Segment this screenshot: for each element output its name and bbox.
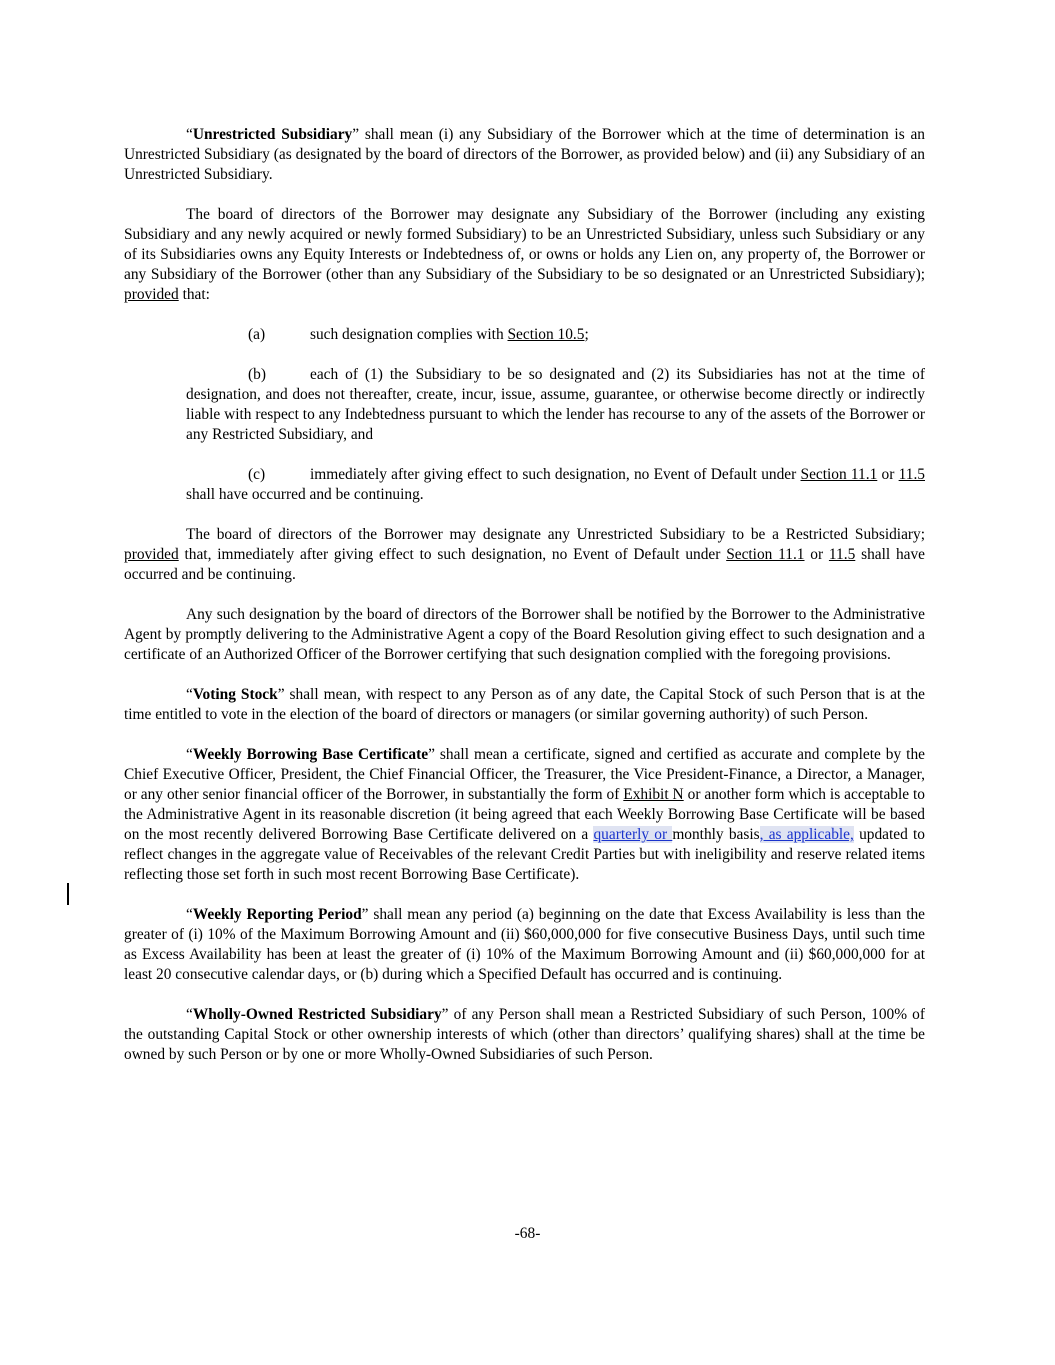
definition-text: ” shall mean (i) any Subsidiary of the Borrower which at the time of determination is an Unrestricted Subsidiary (as designated by the board of directors of the Borrower, as provided below) and (ii) any Subsidiary of an Unrestricted Subsidiary.: [124, 126, 925, 183]
definition-wholly-owned-restricted-subsidiary: [124, 1005, 925, 1065]
definition-weekly-borrowing-base-certificate: “Weekly Borrowing Base Certificate” shall mean a certificate, signed and certified as accurate and complete by the Chief Executive Officer, President, the Chief Financial Officer, the Treasurer, the Vice President-Finance, a Director, a Manager, or any other senior financial officer of the Borrower, in substantially the form of Exhibit N or another form which is acceptable to the Administrative Agent in its reasonable discretion (it being agreed that each Weekly Borrowing Base Certificate will be based on the most recently delivered Borrowing Base Certificate delivered on a quarterly or monthly basis, as applicable, updated to reflect changes in the aggregate value of Receivables of the relevant Credit Parties but with ineligibility and reserve related items reflecting those set forth in such most recent Borrowing Base Certificate).: [124, 746, 926, 883]
defined-term: Unrestricted Subsidiary: [192, 126, 353, 143]
tracked-insertion[interactable]: quarterly or: [593, 826, 673, 843]
list-item-c: (c) immediately after giving effect to such designation, no Event of Default under Section 11.1 or 11.5 shall have occurred and be continuing.: [186, 466, 925, 503]
section-reference: Section 11.1: [726, 546, 805, 563]
item-label: (b): [248, 366, 266, 383]
open-quote: “: [186, 746, 193, 763]
definition-voting-stock: [124, 685, 925, 725]
page-number: -68-: [514, 1225, 541, 1242]
list-item-b: (b) each of (1) the Subsidiary to be so designated and (2) its Subsidiaries has not at the time of designation, and does not thereafter, create, incur, issue, assume, guarantee, or otherwise become directly or indirectly liable with respect to any Indebtedness pursuant to which the lender has recourse to any of the assets of the Borrower or any Restricted Subsidiary, and: [186, 366, 925, 443]
section-reference: 11.5: [828, 546, 856, 563]
item-label: (c): [248, 466, 266, 483]
open-quote: “: [186, 906, 193, 923]
open-quote: “: [186, 1006, 193, 1023]
definition-text: ” shall mean any period (a) beginning on the date that Excess Availability is less than the greater of (i) 10% of the Maximum Borrowing Amount and (ii) $60,000,000 for five consecutive Business Days, until such time as Excess Availability has been at least the greater of (i) 10% of the Maximum Borrowing Amount and (ii) $60,000,000 for at least 20 consecutive calendar days, or (b) during which a Specified Default has occurred and is continuing.: [124, 906, 925, 983]
definition-unrestricted-subsidiary: [124, 125, 925, 185]
revision-change-bar: [67, 883, 69, 905]
open-quote: “: [186, 126, 193, 143]
defined-term: Weekly Borrowing Base Certificate: [192, 746, 429, 763]
provided-term: provided: [124, 286, 179, 303]
defined-term: Weekly Reporting Period: [192, 906, 362, 923]
tracked-insertion[interactable]: , as applicable,: [759, 826, 854, 843]
item-label: (a): [248, 326, 266, 343]
defined-term: Wholly-Owned Restricted Subsidiary: [192, 1006, 442, 1023]
definition-weekly-reporting-period: [124, 905, 925, 985]
paragraph-restricted-designation: The board of directors of the Borrower may designate any Unrestricted Subsidiary to be a Restricted Subsidiary; provided that, immediately after giving effect to such designation, no Event of Default under Section 11.1 or 11.5 shall have occurred and be continuing.: [124, 526, 925, 583]
document-body: [124, 125, 925, 1085]
paragraph-notification: Any such designation by the board of directors of the Borrower shall be notified by the Borrower to the Administrative Agent by promptly delivering to the Administrative Agent a copy of the Board Resolution giving effect to such designation and a certificate of an Authorized Officer of the Borrower certifying that such designation complied with the foregoing provisions.: [124, 606, 925, 663]
list-item-a: (a) such designation complies with Section 10.5;: [248, 326, 589, 343]
provided-term: provided: [124, 546, 179, 563]
definition-text: ” shall mean, with respect to any Person as of any date, the Capital Stock of such Person that is at the time entitled to vote in the election of the board of directors or managers (or similar governing authority) of such Person.: [124, 686, 925, 723]
section-reference: 11.5: [898, 466, 925, 483]
paragraph-designation: The board of directors of the Borrower may designate any Subsidiary of the Borrower (including any existing Subsidiary and any newly acquired or newly formed Subsidiary) to be an Unrestricted Subsidiary, unless such Subsidiary or any of its Subsidiaries owns any Equity Interests or Indebtedness of, or owns or holds any Lien on, any property of, the Borrower or any Subsidiary of the Borrower (other than any Subsidiary of the Subsidiary to be so designated or an Unrestricted Subsidiary); provided that:: [124, 206, 925, 303]
exhibit-reference: Exhibit N: [623, 786, 684, 803]
open-quote: “: [186, 686, 193, 703]
section-reference: Section 10.5: [507, 326, 585, 343]
defined-term: Voting Stock: [192, 686, 278, 703]
definition-text: ” of any Person shall mean a Restricted Subsidiary of such Person, 100% of the outstanding Capital Stock or other ownership interests of which (other than directors’ qualifying shares) shall at the time be owned by such Person or by one or more Wholly-Owned Subsidiaries of such Person.: [124, 1006, 926, 1063]
section-reference: Section 11.1: [800, 466, 878, 483]
